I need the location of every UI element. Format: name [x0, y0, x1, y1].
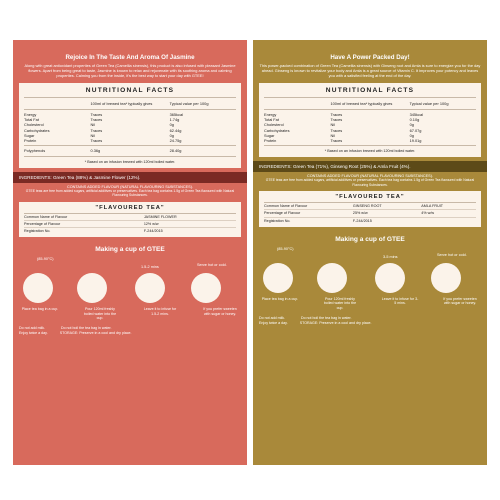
table-row: Energy Traces 345kcal	[264, 111, 423, 117]
tea-bag-note: GTEE teas are free from added sugars, artificial additives or preservatives. Each tea bag contains 1.5g of Green Tea flavoured with Natural Flavouring Substances.	[265, 178, 475, 187]
table-row: Sugar Nil 0g	[264, 132, 414, 138]
table-row: Cholesterol Nil 0g	[264, 122, 414, 128]
kettle-icon	[317, 263, 347, 293]
step-3: Leave it to infuse for 3-5 mins.	[381, 296, 419, 306]
step-3: Leave it to infuse for 1.5-2 mins.	[143, 307, 177, 316]
jasmine-panel	[13, 40, 247, 465]
infusion-note: * Based on an infusion brewed with 120ml boiled water.	[324, 149, 416, 154]
table-row: Energy Traces 365kcal	[24, 111, 183, 117]
step-4: If you prefer sweeten with sugar or honey.	[443, 296, 477, 306]
table-row: Percentage of Flavour 25% w/w 4% w/w	[264, 210, 476, 217]
infusion-note: * Based on an infusion brewed with 120ml boiled water.	[84, 159, 176, 164]
time-label: 3-5 mins	[383, 254, 398, 259]
nutritional-facts-header: 100ml of brewed tea* typically gives Typical value per 100g	[264, 98, 476, 110]
table-row: Percentage of Flavour 12% w/w	[24, 221, 236, 228]
added-flavour-note: CONTAINS ADDED FLAVOUR (NATURAL FLAVOURING SUBSTANCES).	[66, 184, 194, 189]
step-4: If you prefer sweeten with sugar or honey.	[203, 307, 237, 316]
table-row: Cholesterol Nil 0g	[24, 122, 174, 128]
polyphenols-row: Polyphenols 0.36g 28.40g	[24, 146, 236, 156]
brewing-steps-text	[261, 297, 479, 310]
step-1: Place tea bag in a cup.	[21, 307, 59, 312]
table-row: Protein Traces 19.01g	[264, 138, 422, 144]
brewing-steps-icons	[19, 257, 241, 305]
panel-intro: Along with great antioxidant properties of Green Tea (Camellia sinensis), this product is also infused with pleasant Jasmine flowers. Apart from being great to taste, Jasmine is known to relax and rejuvenate with its soothing aroma and calming properties. Calming you from the inside, it's the best way to start your day with GTEE!	[24, 63, 236, 79]
panel-heading: Rejoice In The Taste And Aroma Of Jasmine	[65, 54, 195, 61]
flavoured-tea-box	[259, 191, 481, 227]
nutritional-facts-box	[259, 83, 481, 158]
step-1: Place tea bag in a cup.	[261, 296, 299, 301]
panel-intro: This power-packed combination of Green Tea (Camellia sinensis) with Ginseng root and Amla is sure to energize you for the day ahead. Ginseng is known to revitalize your body and Amla is a great source of Vitamin C. It improves your potency and leaves you with a satisfied feeling at the end of the day.	[259, 63, 481, 79]
table-row: Sugar Nil 0g	[24, 132, 174, 138]
time-label: 1.5-2 mins	[141, 265, 159, 270]
table-row: Total Fat Traces 1.74g	[24, 116, 180, 122]
making-title: Making a cup of GTEE	[335, 235, 405, 243]
flavoured-tea-box	[19, 202, 241, 238]
tea-bag-note: GTEE teas are free from added sugars, artificial additives or preservatives. Each tea bag contains 1.5g of Green Tea flavoured with Natural Flavouring Substances.	[25, 188, 235, 198]
table-row: Registration No. F-244/2015	[264, 218, 372, 223]
making-title: Making a cup of GTEE	[95, 246, 165, 254]
usage-notes: Do not add milk. Do not boil the tea bag in water. Enjoy twice a day. STORAGE: Preserve in a cool and dry place.	[259, 316, 372, 325]
kettle-icon	[77, 273, 107, 303]
nutritional-facts-rows	[264, 110, 476, 147]
tea-cup-icon	[263, 263, 293, 293]
panel-heading: Have A Power Packed Day!	[330, 54, 410, 61]
temperature-label: (85-90°C)	[37, 257, 54, 262]
ginseng-amla-panel	[253, 40, 487, 465]
nutritional-facts-rows	[24, 110, 236, 147]
timer-icon	[135, 273, 165, 303]
table-row: Common Name of Flavour GINSENG ROOT AMLA FRUIT	[264, 203, 476, 210]
serve-label: Serve hot or cold.	[197, 263, 227, 268]
step-2: Pour 120ml freshly boiled water into the cup.	[323, 296, 357, 310]
timer-icon	[375, 263, 405, 293]
serve-label: Serve hot or cold.	[437, 252, 467, 257]
flavoured-tea-title: "FLAVOURED TEA"	[24, 205, 236, 214]
sugar-icon	[191, 273, 221, 303]
nutritional-facts-title: NUTRITIONAL FACTS	[24, 87, 236, 98]
ingredients-bar: INGREDIENTS: Green Tea (88%) & Jasmine Flower (12%).	[13, 172, 247, 183]
brewing-steps-text	[21, 307, 239, 320]
step-2: Pour 120ml freshly boiled water into the cup.	[83, 307, 117, 320]
table-row: Total Fat Traces 0.10g	[264, 116, 420, 122]
tea-cup-icon	[23, 273, 53, 303]
temperature-label: (85-90°C)	[277, 246, 294, 251]
table-row: Carbohydrates Traces 67.07g	[264, 127, 422, 133]
table-row: Common Name of Flavour JASMINE FLOWER	[24, 214, 236, 221]
flavoured-tea-title: "FLAVOURED TEA"	[264, 194, 476, 203]
ingredients-bar: INGREDIENTS: Green Tea (71%), Ginseng Root (25%) & Amla Fruit (4%).	[253, 161, 487, 172]
usage-notes: Do not add milk. Do not boil the tea bag in water. Enjoy twice a day. STORAGE: Preserve in a cool and dry place.	[19, 326, 132, 335]
nutritional-facts-box	[19, 83, 241, 168]
nutritional-facts-title: NUTRITIONAL FACTS	[264, 87, 476, 98]
nutritional-facts-header: 100ml of brewed tea* typically gives Typical value per 100g	[24, 98, 236, 110]
sugar-icon	[431, 263, 461, 293]
brewing-steps-icons	[259, 247, 481, 295]
added-flavour-note: CONTAINS ADDED FLAVOUR (NATURAL FLAVOURING SUBSTANCES).	[306, 174, 434, 179]
table-row: Registration No. F-244/2015	[24, 228, 163, 233]
table-row: Protein Traces 24.75g	[24, 138, 182, 144]
table-row: Carbohydrates Traces 62.44g	[24, 127, 182, 133]
